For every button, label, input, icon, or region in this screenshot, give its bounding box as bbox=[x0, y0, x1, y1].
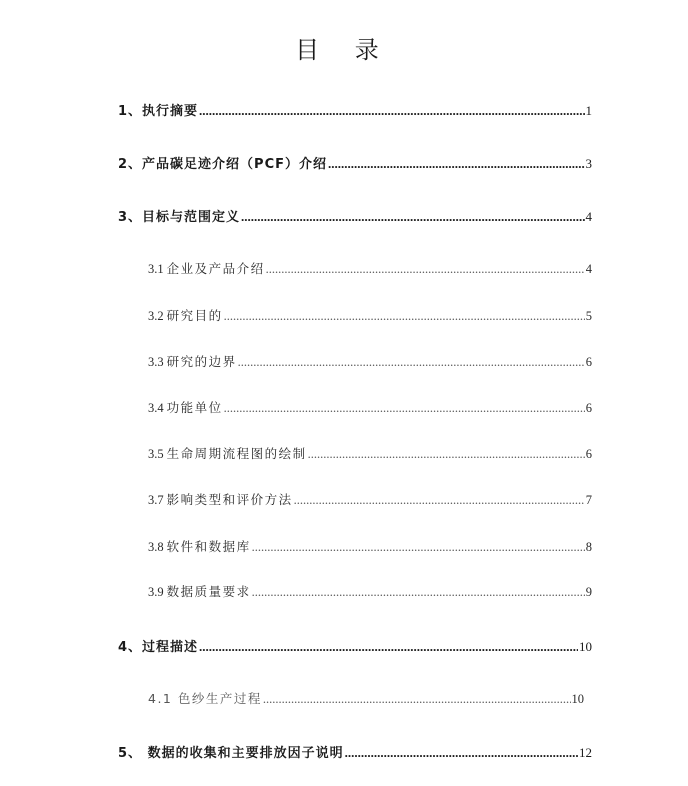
toc-entry-label: 1、执行摘要 bbox=[118, 104, 199, 119]
dot-leader bbox=[224, 402, 585, 415]
dot-leader bbox=[328, 157, 585, 170]
toc-entry-4-1[interactable] bbox=[148, 689, 584, 707]
section-title: 功能单位 bbox=[166, 400, 223, 415]
section-number: 3.5 bbox=[148, 447, 164, 461]
section-title: 研究的边界 bbox=[166, 354, 237, 369]
toc-entry-label bbox=[148, 398, 223, 416]
toc-entry-5[interactable] bbox=[118, 742, 592, 761]
dot-leader bbox=[266, 263, 585, 276]
section-title: 影响类型和评价方法 bbox=[166, 492, 293, 507]
section-title: 软件和数据库 bbox=[166, 539, 251, 554]
toc-page-number: 5 bbox=[585, 309, 592, 323]
section-number: 3.1 bbox=[148, 262, 164, 276]
section-title: 企业及产品介绍 bbox=[166, 261, 265, 276]
toc-page-number: 1 bbox=[585, 103, 592, 118]
toc-entry-3-3[interactable] bbox=[148, 352, 592, 370]
toc-entry-label: 2、产品碳足迹介绍（PCF）介绍 bbox=[118, 157, 327, 172]
dot-leader bbox=[199, 104, 584, 117]
toc-entry-3-4[interactable] bbox=[148, 398, 592, 416]
toc-entry-label: 4.1 色纱生产过程 bbox=[148, 691, 262, 706]
dot-leader bbox=[345, 746, 578, 759]
dot-leader bbox=[263, 693, 571, 706]
toc-page-number: 3 bbox=[585, 156, 592, 171]
dot-leader bbox=[252, 586, 585, 599]
toc-page-number: 7 bbox=[585, 493, 592, 507]
toc-page-number: 6 bbox=[585, 355, 592, 369]
section-title: 数据质量要求 bbox=[166, 584, 251, 599]
dot-leader bbox=[308, 448, 585, 461]
toc-entry-label: 4、过程描述 bbox=[118, 640, 199, 655]
section-number: 3.3 bbox=[148, 355, 164, 369]
toc-page-number: 4 bbox=[585, 262, 592, 276]
toc-entry-3[interactable] bbox=[118, 206, 592, 225]
toc-entry-label bbox=[148, 259, 265, 277]
toc-entry-label: 5、 数据的收集和主要排放因子说明 bbox=[118, 746, 344, 761]
section-number: 3.2 bbox=[148, 309, 164, 323]
dot-leader bbox=[241, 210, 584, 223]
toc-entry-label bbox=[148, 582, 251, 600]
toc-page-number: 8 bbox=[585, 540, 592, 554]
toc-entry-3-1[interactable] bbox=[148, 259, 592, 277]
toc-page-number: 10 bbox=[579, 639, 592, 654]
toc-page-number: 10 bbox=[571, 692, 584, 706]
page-title: 目 录 bbox=[295, 36, 393, 64]
toc-entry-3-2[interactable] bbox=[148, 306, 592, 324]
toc-entry-label bbox=[148, 490, 293, 508]
section-number: 3.8 bbox=[148, 540, 164, 554]
toc-entry-4[interactable] bbox=[118, 636, 592, 655]
section-number: 3.7 bbox=[148, 493, 164, 507]
toc-entry-3-7[interactable] bbox=[148, 490, 592, 508]
toc-page-number: 6 bbox=[585, 447, 592, 461]
toc-entry-3-9[interactable] bbox=[148, 582, 592, 600]
toc-entry-label: 3、目标与范围定义 bbox=[118, 210, 241, 225]
toc-page-number: 9 bbox=[585, 585, 592, 599]
section-number: 3.9 bbox=[148, 585, 164, 599]
toc-entry-1[interactable] bbox=[118, 100, 592, 119]
dot-leader bbox=[294, 494, 585, 507]
toc-page-number: 12 bbox=[579, 745, 592, 760]
toc-entry-3-5[interactable] bbox=[148, 444, 592, 462]
toc-entry-2[interactable] bbox=[118, 153, 592, 172]
toc-entry-label bbox=[148, 537, 251, 555]
toc-entry-label bbox=[148, 444, 307, 462]
section-title: 生命周期流程图的绘制 bbox=[166, 446, 307, 461]
dot-leader bbox=[224, 310, 585, 323]
section-number: 3.4 bbox=[148, 401, 164, 415]
toc-entry-3-8[interactable] bbox=[148, 537, 592, 555]
dot-leader bbox=[252, 541, 585, 554]
section-title: 研究目的 bbox=[166, 308, 223, 323]
dot-leader bbox=[238, 356, 585, 369]
dot-leader bbox=[199, 640, 578, 653]
toc-entry-label bbox=[148, 306, 223, 324]
toc-entry-label bbox=[148, 352, 237, 370]
toc-page-number: 6 bbox=[585, 401, 592, 415]
toc-page-number: 4 bbox=[585, 209, 592, 224]
